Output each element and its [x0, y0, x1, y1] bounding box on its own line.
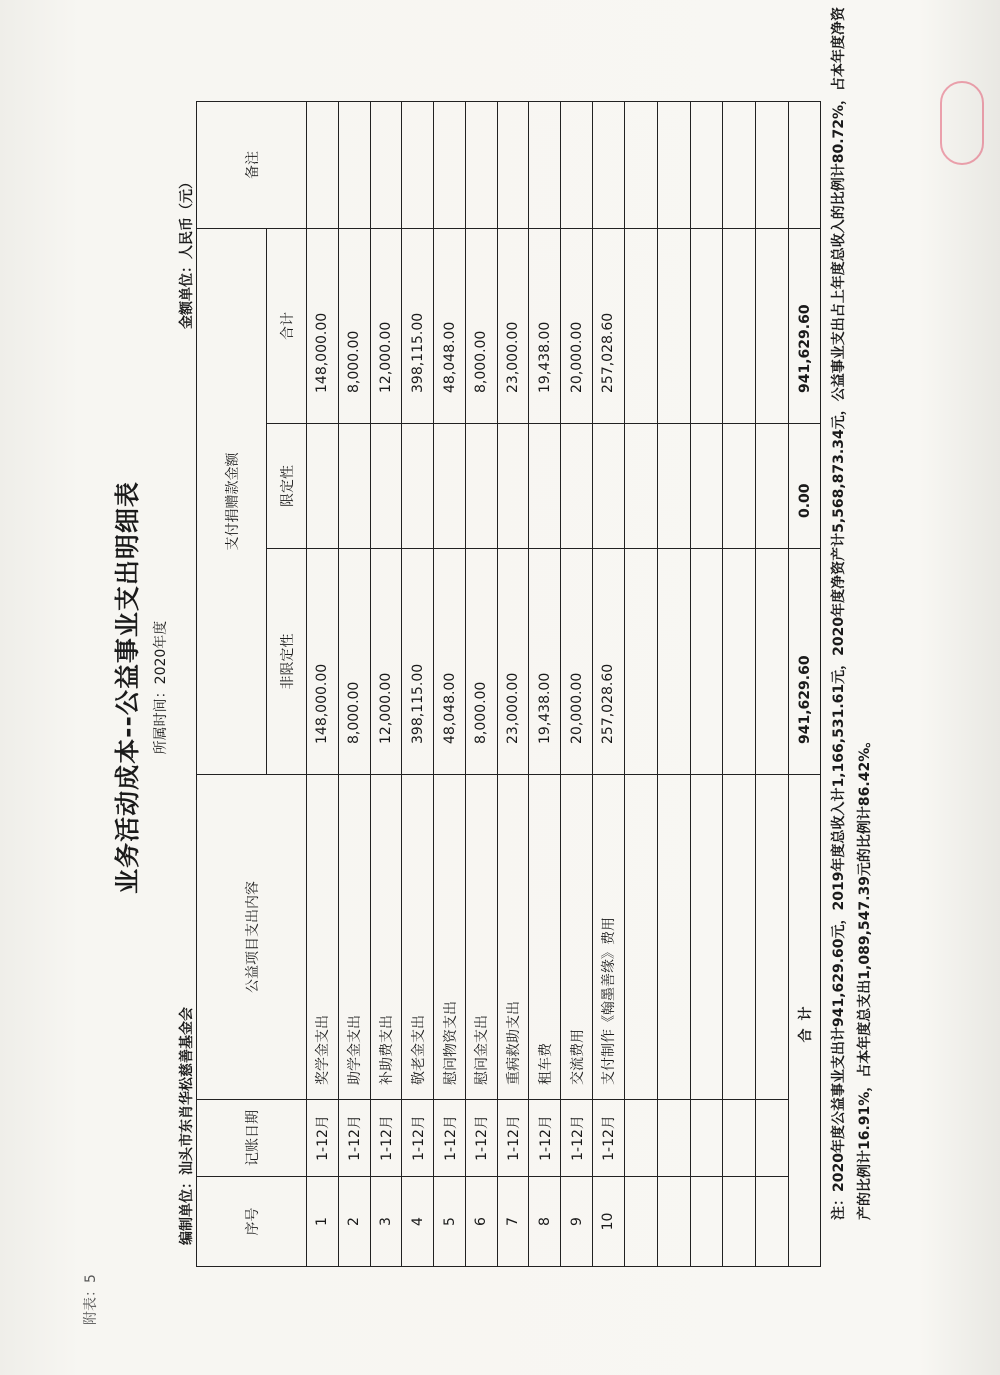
cell-remark — [497, 102, 529, 229]
cell-restricted — [465, 424, 497, 549]
table-row — [370, 102, 402, 1267]
cell-restricted — [307, 424, 339, 549]
table-body — [307, 102, 821, 1267]
cell-content: 补助费支出 — [370, 775, 402, 1100]
empty-cell — [723, 102, 756, 229]
total-sum: 941,629.60 — [789, 229, 821, 424]
cell-unrestricted: 8,000.00 — [338, 549, 370, 775]
cell-unrestricted: 398,115.00 — [402, 549, 434, 775]
empty-cell — [690, 102, 723, 229]
empty-cell — [756, 1177, 789, 1267]
empty-cell — [624, 229, 657, 424]
cell-restricted — [338, 424, 370, 549]
cell-seq: 3 — [370, 1177, 402, 1267]
cell-total: 398,115.00 — [402, 229, 434, 424]
table-row — [307, 102, 339, 1267]
cell-remark — [402, 102, 434, 229]
header-seq: 序号 — [197, 1177, 307, 1267]
total-remark — [789, 102, 821, 229]
cell-total: 20,000.00 — [561, 229, 593, 424]
header-date: 记账日期 — [197, 1100, 307, 1177]
empty-cell — [657, 102, 690, 229]
cell-remark — [529, 102, 561, 229]
header-remark: 备注 — [197, 102, 307, 229]
table-row — [402, 102, 434, 1267]
cell-content: 慰问金支出 — [465, 775, 497, 1100]
cell-seq: 9 — [561, 1177, 593, 1267]
cell-restricted — [593, 424, 625, 549]
cell-content: 奖学金支出 — [307, 775, 339, 1100]
empty-cell — [723, 775, 756, 1100]
footnote: 注：2020年度公益事业支出计941,629.60元，2019年度总收入计1,166,531.61元，2020年度净资产计5,568,873.34元，公益事业支出占上年度总收入的比例计80.72%，占本年度净资产的比例计16.91%，占本年度总支出1,089,547.39元的比例计86.42%。 — [831, 6, 873, 1220]
empty-cell — [657, 229, 690, 424]
header-unrestricted: 非限定性 — [267, 549, 307, 775]
cell-date: 1-12月 — [434, 1100, 466, 1177]
empty-cell — [756, 549, 789, 775]
cell-remark — [465, 102, 497, 229]
empty-cell — [624, 1177, 657, 1267]
red-seal-stamp — [940, 81, 984, 165]
empty-cell — [624, 775, 657, 1100]
cell-seq: 5 — [434, 1177, 466, 1267]
empty-cell — [756, 1100, 789, 1177]
cell-seq: 7 — [497, 1177, 529, 1267]
table-row — [497, 102, 529, 1267]
header-content: 公益项目支出内容 — [197, 775, 307, 1100]
cell-content: 敬老金支出 — [402, 775, 434, 1100]
cell-total: 19,438.00 — [529, 229, 561, 424]
cell-seq: 2 — [338, 1177, 370, 1267]
cell-date: 1-12月 — [561, 1100, 593, 1177]
cell-total: 257,028.60 — [593, 229, 625, 424]
cell-date: 1-12月 — [529, 1100, 561, 1177]
cell-unrestricted: 23,000.00 — [497, 549, 529, 775]
cell-remark — [434, 102, 466, 229]
empty-cell — [624, 102, 657, 229]
blank-row — [723, 102, 756, 1267]
empty-cell — [690, 424, 723, 549]
cell-unrestricted: 19,438.00 — [529, 549, 561, 775]
empty-cell — [723, 1100, 756, 1177]
empty-cell — [657, 424, 690, 549]
cell-remark — [307, 102, 339, 229]
cell-total: 12,000.00 — [370, 229, 402, 424]
cell-date: 1-12月 — [497, 1100, 529, 1177]
total-unrestricted: 941,629.60 — [789, 549, 821, 775]
cell-content: 重病救助支出 — [497, 775, 529, 1100]
empty-cell — [624, 1100, 657, 1177]
cell-remark — [338, 102, 370, 229]
cell-unrestricted: 257,028.60 — [593, 549, 625, 775]
cell-seq: 8 — [529, 1177, 561, 1267]
cell-content: 慰问物资支出 — [434, 775, 466, 1100]
cell-seq: 6 — [465, 1177, 497, 1267]
empty-cell — [690, 775, 723, 1100]
empty-cell — [657, 775, 690, 1100]
cell-unrestricted: 148,000.00 — [307, 549, 339, 775]
empty-cell — [723, 1177, 756, 1267]
table-row — [338, 102, 370, 1267]
blank-row — [690, 102, 723, 1267]
total-label: 合计 — [789, 775, 821, 1267]
cell-content: 支付制作《翰墨善缘》费用 — [593, 775, 625, 1100]
cell-remark — [561, 102, 593, 229]
blank-row — [624, 102, 657, 1267]
prepared-by-unit: 编制单位：汕头市东肖华松慈善基金会 — [179, 1007, 195, 1245]
period-label: 所属时间：2020年度 — [153, 620, 169, 755]
cell-restricted — [529, 424, 561, 549]
cell-seq: 4 — [402, 1177, 434, 1267]
cell-seq: 1 — [307, 1177, 339, 1267]
empty-cell — [624, 549, 657, 775]
cell-restricted — [402, 424, 434, 549]
cell-unrestricted: 48,048.00 — [434, 549, 466, 775]
table-row — [434, 102, 466, 1267]
total-row — [789, 102, 821, 1267]
cell-date: 1-12月 — [370, 1100, 402, 1177]
cell-restricted — [370, 424, 402, 549]
cell-date: 1-12月 — [338, 1100, 370, 1177]
empty-cell — [723, 424, 756, 549]
total-restricted: 0.00 — [789, 424, 821, 549]
empty-cell — [624, 424, 657, 549]
cell-unrestricted: 12,000.00 — [370, 549, 402, 775]
cell-date: 1-12月 — [465, 1100, 497, 1177]
cell-remark — [593, 102, 625, 229]
header-amount-group: 支付捐赠款金额 — [197, 229, 267, 775]
cell-restricted — [497, 424, 529, 549]
currency-unit: 金额单位：人民币（元） — [179, 175, 195, 329]
cell-total: 23,000.00 — [497, 229, 529, 424]
empty-cell — [657, 1100, 690, 1177]
empty-cell — [690, 1100, 723, 1177]
empty-cell — [756, 102, 789, 229]
table-row — [465, 102, 497, 1267]
empty-cell — [690, 549, 723, 775]
document-title: 业务活动成本--公益事业支出明细表 — [113, 481, 142, 894]
header-restricted: 限定性 — [267, 424, 307, 549]
expense-table — [196, 101, 821, 1267]
cell-total: 48,048.00 — [434, 229, 466, 424]
blank-row — [756, 102, 789, 1267]
table-row — [593, 102, 625, 1267]
table-row — [529, 102, 561, 1267]
cell-content: 交流费用 — [561, 775, 593, 1100]
empty-cell — [657, 549, 690, 775]
cell-content: 租车费 — [529, 775, 561, 1100]
cell-date: 1-12月 — [307, 1100, 339, 1177]
empty-cell — [723, 229, 756, 424]
attachment-label: 附表：5 — [83, 1274, 99, 1325]
table-row — [561, 102, 593, 1267]
cell-total: 8,000.00 — [338, 229, 370, 424]
blank-row — [657, 102, 690, 1267]
cell-remark — [370, 102, 402, 229]
cell-restricted — [561, 424, 593, 549]
empty-cell — [756, 229, 789, 424]
cell-unrestricted: 8,000.00 — [465, 549, 497, 775]
cell-date: 1-12月 — [593, 1100, 625, 1177]
empty-cell — [756, 424, 789, 549]
cell-seq: 10 — [593, 1177, 625, 1267]
empty-cell — [723, 549, 756, 775]
cell-date: 1-12月 — [402, 1100, 434, 1177]
header-total: 合计 — [267, 229, 307, 424]
cell-unrestricted: 20,000.00 — [561, 549, 593, 775]
empty-cell — [756, 775, 789, 1100]
empty-cell — [657, 1177, 690, 1267]
cell-content: 助学金支出 — [338, 775, 370, 1100]
cell-total: 148,000.00 — [307, 229, 339, 424]
cell-total: 8,000.00 — [465, 229, 497, 424]
empty-cell — [690, 1177, 723, 1267]
cell-restricted — [434, 424, 466, 549]
empty-cell — [690, 229, 723, 424]
